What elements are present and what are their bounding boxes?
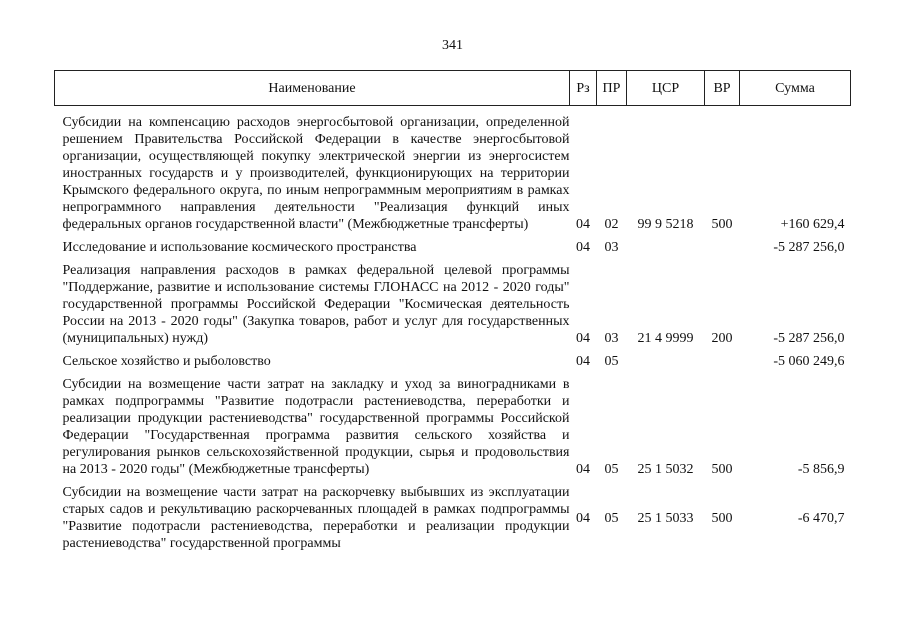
row-sum: +160 629,4 bbox=[780, 217, 845, 232]
row-name: Субсидии на компенсацию расходов энергосбытовой организации, определенной решением Правительства Российской Федерации в качестве энергосбытовой организации, осуществляющей покупку электрической энергии из энергосистем иностранных государств и у производителей, функционирующих на территории Крымского федерального округа, по иным непрограммным мероприятиям в рамках непрограммного направления деятельности "Реализация функций иных федеральных органов государственной власти" (Межбюджетные трансферты) bbox=[62, 115, 570, 232]
row-vr: 500 bbox=[711, 510, 733, 526]
page-number: 341 bbox=[442, 38, 463, 53]
row-pr: 05 bbox=[604, 510, 619, 526]
row-rz: 04 bbox=[576, 217, 590, 232]
row-sum: -5 856,9 bbox=[797, 462, 845, 477]
row-csr bbox=[627, 233, 705, 256]
row-rz: 04 bbox=[576, 354, 590, 369]
row-pr: 03 bbox=[604, 240, 619, 255]
row-sum: -6 470,7 bbox=[797, 510, 845, 526]
table-row bbox=[55, 233, 851, 256]
header-name: Наименование bbox=[55, 71, 570, 106]
header-vr: ВР bbox=[705, 71, 740, 106]
row-name: Сельское хозяйство и рыболовство bbox=[62, 354, 271, 369]
row-rz: 04 bbox=[576, 331, 590, 346]
row-name: Реализация направления расходов в рамках федеральной целевой программы "Поддержание, развитие и использование системы ГЛОНАСС на 2012 - 2020 годы" государственной программы Российской Федерации "Космическая деятельность России на 2013 - 2020 годы" (Закупка товаров, работ и услуг для государственных (муниципальных) нужд) bbox=[62, 263, 570, 346]
row-csr: 25 1 5032 bbox=[637, 462, 694, 477]
row-sum: -5 287 256,0 bbox=[773, 240, 845, 255]
table-row bbox=[55, 256, 851, 347]
header-sum: Сумма bbox=[740, 71, 851, 106]
row-csr: 21 4 9999 bbox=[637, 331, 694, 346]
row-vr: 200 bbox=[711, 331, 733, 346]
row-sum: -5 287 256,0 bbox=[773, 331, 845, 346]
row-rz: 04 bbox=[576, 240, 590, 255]
row-csr: 99 9 5218 bbox=[637, 217, 694, 232]
row-vr bbox=[705, 233, 740, 256]
header-rz: Рз bbox=[570, 71, 597, 106]
table-row bbox=[55, 370, 851, 478]
table-row bbox=[55, 347, 851, 370]
row-sum: -5 060 249,6 bbox=[773, 354, 845, 369]
row-csr: 25 1 5033 bbox=[637, 510, 694, 526]
row-pr: 05 bbox=[604, 462, 619, 477]
row-name: Исследование и использование космического пространства bbox=[62, 240, 417, 255]
table-row bbox=[55, 106, 851, 234]
header-csr: ЦСР bbox=[627, 71, 705, 106]
row-rz: 04 bbox=[576, 510, 590, 526]
row-csr bbox=[627, 347, 705, 370]
row-vr: 500 bbox=[711, 217, 733, 232]
row-vr bbox=[705, 347, 740, 370]
row-vr: 500 bbox=[711, 462, 733, 477]
row-pr: 03 bbox=[604, 331, 619, 346]
row-name: Субсидии на возмещение части затрат на закладку и уход за виноградниками в рамках подпрограммы "Развитие подотрасли растениеводства, переработки и реализации продукции растениеводства" государственной программы Российской Федерации "Государственная программа развития сельского хозяйства и регулирования рынков сельскохозяйственной продукции, сырья и продовольствия на 2013 - 2020 годы" (Межбюджетные трансферты) bbox=[62, 377, 570, 477]
row-rz: 04 bbox=[576, 462, 590, 477]
row-name: Субсидии на возмещение части затрат на раскорчевку выбывших из эксплуатации старых садов и рекультивацию раскорчеванных площадей в рамках подпрограммы "Развитие подотрасли растениеводства, переработки и реализации продукции растениеводства" государственной программы bbox=[62, 485, 570, 551]
table-header bbox=[55, 71, 851, 106]
table-body bbox=[55, 106, 851, 553]
table-row bbox=[55, 478, 851, 552]
header-pr: ПР bbox=[597, 71, 627, 106]
row-pr: 05 bbox=[604, 354, 619, 369]
budget-table bbox=[54, 70, 851, 552]
row-pr: 02 bbox=[604, 217, 619, 232]
